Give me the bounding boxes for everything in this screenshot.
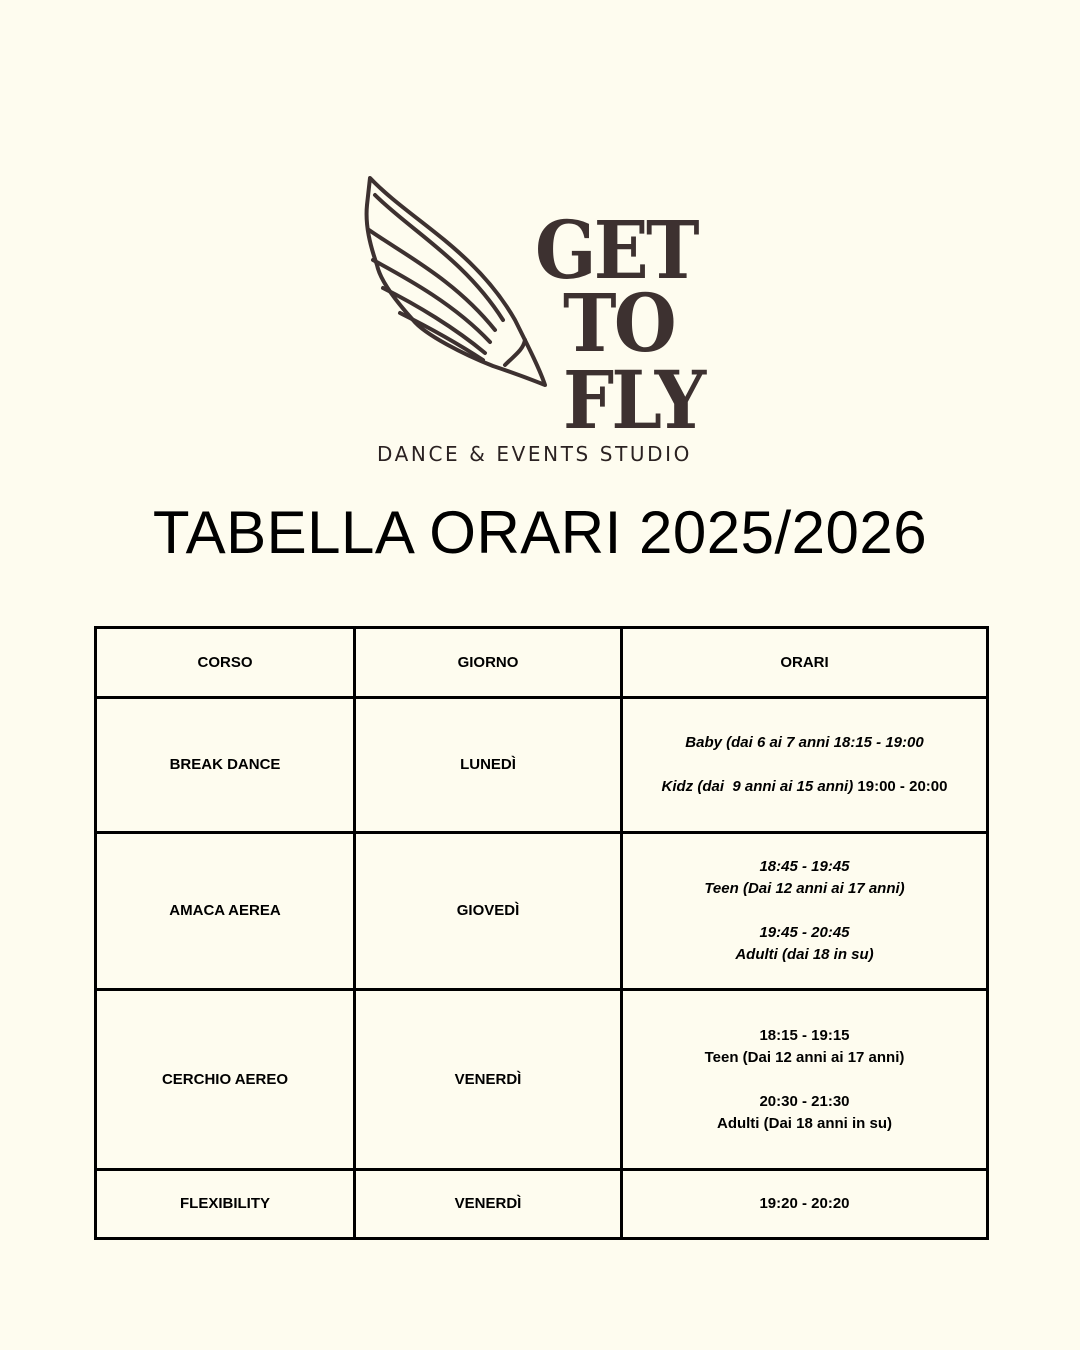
orari-line: 18:15 - 19:15 — [759, 1026, 850, 1044]
table-row — [96, 990, 988, 1170]
orari-line: 19:45 - 20:45 — [759, 924, 850, 941]
cell-corso: FLEXIBILITY — [96, 1170, 355, 1239]
table-row — [96, 698, 988, 833]
orari-line: Adulti (dai 18 in su) — [735, 946, 874, 963]
orari-group: Kidz (dai 9 anni ai 15 anni) — [661, 778, 854, 795]
orari-line: Adulti (Dai 18 anni in su) — [716, 1114, 892, 1132]
cell-giorno: VENERDÌ — [355, 1170, 622, 1239]
cell-giorno: GIOVEDÌ — [355, 833, 622, 990]
schedule-table — [94, 626, 989, 1240]
cell-giorno: VENERDÌ — [355, 990, 622, 1170]
header-orari: ORARI — [622, 628, 988, 698]
cell-orari — [622, 990, 988, 1170]
orari-line: Teen (Dai 12 anni ai 17 anni) — [704, 1048, 905, 1066]
header-corso: CORSO — [96, 628, 355, 698]
brand-word-get: GET — [535, 203, 697, 297]
brand-word-to: TO — [563, 276, 674, 370]
cell-corso: AMACA AEREA — [96, 833, 355, 990]
page-title: TABELLA ORARI 2025/2026 — [152, 499, 928, 566]
brand-word-fly: FLY — [563, 353, 704, 447]
brand-subtitle: DANCE & EVENTS STUDIO — [377, 442, 692, 466]
orari-line: Baby (dai 6 ai 7 anni 18:15 - 19:00 — [685, 734, 924, 751]
cell-corso: BREAK DANCE — [96, 698, 355, 833]
cell-giorno: LUNEDÌ — [355, 698, 622, 833]
header-giorno: GIORNO — [355, 628, 622, 698]
wing-icon — [355, 170, 555, 395]
table-row — [96, 1170, 988, 1239]
table-row — [96, 833, 988, 990]
studio-logo — [355, 170, 725, 470]
orari-line — [631, 776, 978, 798]
orari-line: 18:45 - 19:45 — [759, 858, 850, 875]
orari-line: Teen (Dai 12 anni ai 17 anni) — [704, 880, 905, 897]
cell-corso: CERCHIO AEREO — [96, 990, 355, 1170]
cell-orari — [622, 833, 988, 990]
table-header-row — [96, 628, 988, 698]
orari-time: 19:00 - 20:00 — [853, 778, 948, 795]
cell-orari: 19:20 - 20:20 — [622, 1170, 988, 1239]
orari-line: 20:30 - 21:30 — [759, 1092, 850, 1110]
cell-orari — [622, 698, 988, 833]
